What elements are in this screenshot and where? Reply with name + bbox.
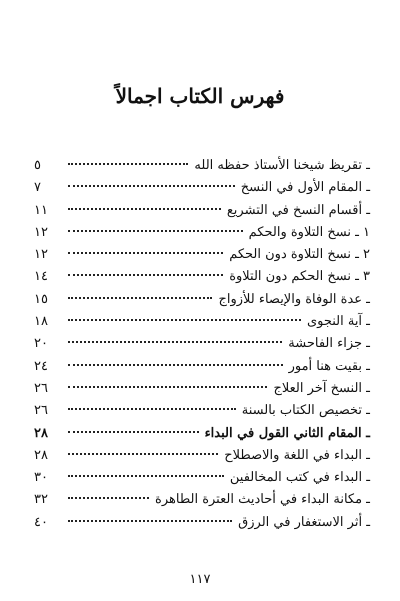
toc-entry-label: ـ عدة الوفاة والإيصاء للأزواج: [218, 291, 370, 307]
dot-leader: [68, 475, 224, 477]
toc-entry-page: ١٢: [34, 224, 48, 240]
toc-entry-label: ٣ ـ نسخ الحكم دون التلاوة: [229, 269, 370, 285]
toc-entry-page: ١٤: [34, 269, 48, 285]
page-title: فهرس الكتاب اجمالاً: [115, 84, 285, 108]
toc-entry-page: ٢٨: [34, 447, 48, 463]
toc-entry-label: ـ تقريظ شيخنا الأستاذ حفظه الله: [194, 158, 370, 173]
dot-leader: [68, 453, 218, 455]
dot-leader: [68, 274, 223, 276]
toc-entry-page: ٣٠: [34, 470, 48, 486]
toc-entry: [34, 381, 370, 403]
toc-entry: [34, 448, 370, 470]
dot-leader: [68, 208, 221, 210]
toc-entry-label: ـ المقام الأول في النسخ: [240, 180, 370, 196]
toc-entry-label: ١ ـ نسخ التلاوة والحكم: [248, 224, 370, 240]
toc-entry-page: ١٢: [34, 247, 48, 263]
toc-entry: [34, 515, 370, 537]
dot-leader: [68, 319, 301, 321]
toc-entry: [34, 492, 370, 514]
toc-section-heading: [34, 426, 370, 448]
toc-entry: [34, 314, 370, 336]
toc-entry: [34, 359, 370, 381]
toc-entry-label: ـ أثر الاستغفار في الرزق: [238, 514, 370, 530]
dot-leader: [68, 185, 235, 187]
toc-entry-page: ١٨: [34, 314, 48, 330]
toc-entry-page: ٢٦: [34, 380, 48, 396]
toc-entry: [34, 247, 370, 269]
toc-entry-page: ١٥: [34, 291, 48, 307]
toc-entry: [34, 269, 370, 291]
toc-entry-label: ـ المقام الثاني القول في البداء: [204, 425, 370, 441]
page-number: ١١٧: [189, 572, 211, 587]
dot-leader: [68, 341, 282, 343]
table-of-contents: [34, 158, 370, 537]
dot-leader: [68, 520, 232, 522]
toc-entry-label: ـ تخصيص الكتاب بالسنة: [241, 403, 370, 419]
dot-leader: [68, 386, 267, 388]
toc-entry: [34, 470, 370, 492]
toc-entry-label: ـ أقسام النسخ في التشريع: [226, 202, 370, 218]
dot-leader: [68, 230, 243, 232]
dot-leader: [68, 297, 212, 299]
toc-entry: [34, 403, 370, 425]
toc-entry-label: ـ بقيت هنا أمور: [288, 358, 370, 374]
toc-entry-page: ١١: [34, 202, 48, 218]
toc-entry-label: ـ البداء في اللغة والاصطلاح: [224, 447, 370, 463]
toc-entry-page: ٢٨: [34, 425, 48, 441]
toc-entry: [34, 180, 370, 202]
toc-entry: [34, 158, 370, 180]
toc-entry: [34, 336, 370, 358]
toc-entry-page: ٢٦: [34, 403, 48, 419]
toc-entry-page: ٢٠: [34, 336, 48, 352]
toc-entry-label: ـ آية النجوى: [306, 314, 370, 330]
toc-entry: [34, 225, 370, 247]
toc-entry: [34, 292, 370, 314]
toc-entry-page: ٧: [34, 180, 41, 196]
dot-leader: [68, 364, 283, 366]
toc-entry-label: ـ مكانة البداء في أحاديث العترة الطاهرة: [155, 492, 370, 508]
dot-leader: [68, 252, 223, 254]
dot-leader: [68, 408, 236, 410]
toc-entry-page: ٢٤: [34, 358, 48, 374]
toc-entry-page: ٥: [34, 158, 41, 173]
dot-leader: [68, 163, 188, 165]
toc-entry-label: ـ البداء في كتب المخالفين: [229, 470, 370, 486]
toc-entry-label: ـ النسخ آخر العلاج: [273, 380, 370, 396]
toc-entry-page: ٤٠: [34, 514, 48, 530]
toc-entry: [34, 203, 370, 225]
toc-entry-label: ٢ ـ نسخ التلاوة دون الحكم: [229, 247, 370, 263]
dot-leader: [68, 497, 149, 499]
toc-entry-page: ٣٢: [34, 492, 48, 508]
dot-leader: [68, 431, 199, 433]
toc-entry-label: ـ جزاء الفاحشة: [288, 336, 370, 352]
